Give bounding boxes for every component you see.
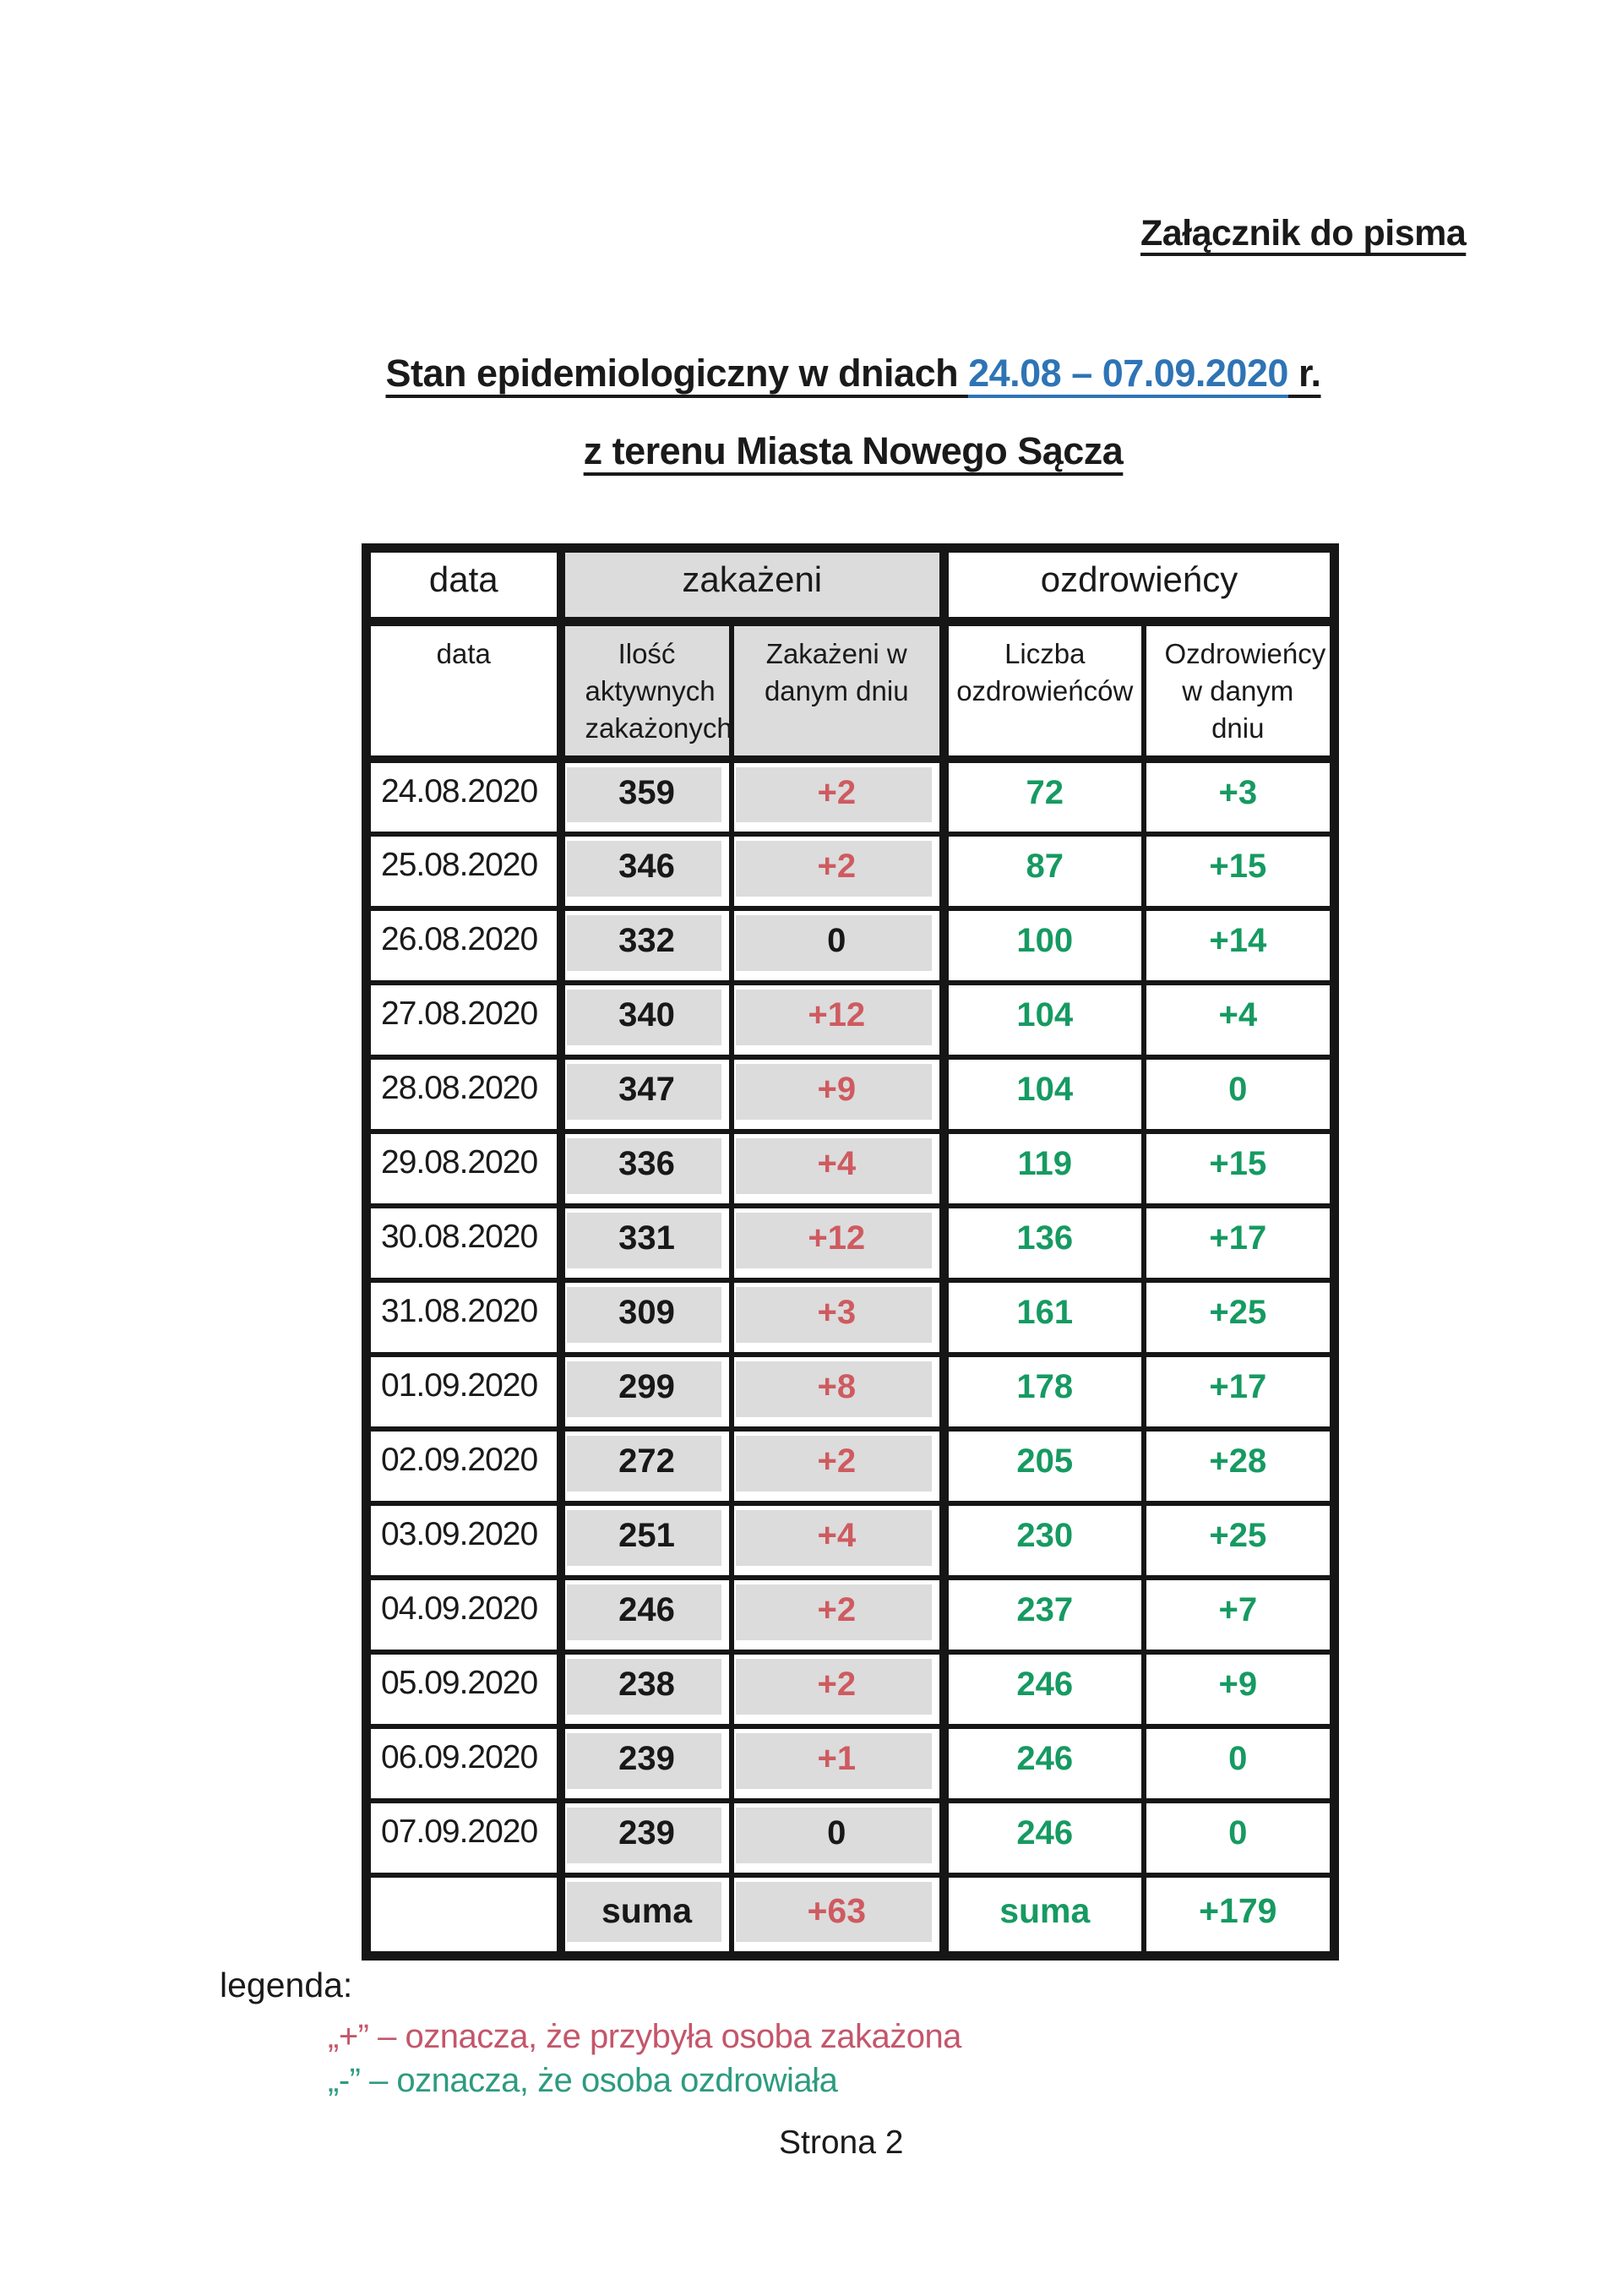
table-row [367,760,1335,834]
active-cases-cell: 347 [561,1057,732,1132]
document-heading [93,352,1614,473]
date-cell: 26.08.2020 [367,908,561,983]
active-cases-cell: 239 [561,1801,732,1875]
recovered-cell: 119 [944,1132,1144,1206]
new-recovered-cell: +17 [1144,1355,1335,1429]
date-cell: 01.09.2020 [367,1355,561,1429]
table-row [367,983,1335,1057]
active-cases-cell: 299 [561,1355,732,1429]
new-cases-cell: +4 [732,1503,944,1578]
heading-date-range: 24.08 – 07.09.2020 [968,352,1288,395]
recovered-cell: 87 [944,834,1144,908]
active-cases-cell: 309 [561,1280,732,1355]
new-recovered-cell: +7 [1144,1578,1335,1652]
recovered-cell: 136 [944,1206,1144,1280]
new-recovered-cell: 0 [1144,1726,1335,1801]
recovered-cell: 237 [944,1578,1144,1652]
table-row [367,1578,1335,1652]
recovered-cell: 100 [944,908,1144,983]
group-header-data: data [367,548,561,622]
date-cell: 25.08.2020 [367,834,561,908]
date-cell: 02.09.2020 [367,1429,561,1503]
heading-suffix: r. [1287,352,1321,395]
new-recovered-cell: +15 [1144,1132,1335,1206]
table-row [367,834,1335,908]
active-cases-cell: 331 [561,1206,732,1280]
heading-prefix: Stan epidemiologiczny w dniach [385,352,969,395]
date-cell: 27.08.2020 [367,983,561,1057]
new-cases-cell: +9 [732,1057,944,1132]
total-recovered-label-cell: suma [944,1875,1144,1956]
active-cases-cell: 246 [561,1578,732,1652]
recovered-cell: 205 [944,1429,1144,1503]
epidemiology-table [362,543,1339,1961]
total-infected-label-cell: suma [561,1875,732,1956]
recovered-cell: 246 [944,1652,1144,1726]
recovered-cell: 161 [944,1280,1144,1355]
table-row [367,1429,1335,1503]
new-recovered-cell: +15 [1144,834,1335,908]
new-cases-cell: +1 [732,1726,944,1801]
recovered-cell: 104 [944,983,1144,1057]
new-cases-cell: +12 [732,1206,944,1280]
active-cases-cell: 238 [561,1652,732,1726]
new-recovered-cell: +3 [1144,760,1335,834]
new-cases-cell: 0 [732,908,944,983]
date-cell: 31.08.2020 [367,1280,561,1355]
recovered-cell: 178 [944,1355,1144,1429]
legend-item-infected: „+” – oznacza, że przybyła osoba zakażona [328,2018,961,2055]
date-cell: 28.08.2020 [367,1057,561,1132]
active-cases-cell: 346 [561,834,732,908]
recovered-cell: 104 [944,1057,1144,1132]
group-header-row [367,548,1335,622]
new-cases-cell: 0 [732,1801,944,1875]
new-cases-cell: +2 [732,1652,944,1726]
new-recovered-cell: 0 [1144,1057,1335,1132]
new-recovered-cell: +25 [1144,1280,1335,1355]
column-header-row [367,622,1335,760]
table-row [367,1355,1335,1429]
new-recovered-cell: +25 [1144,1503,1335,1578]
active-cases-cell: 239 [561,1726,732,1801]
new-cases-cell: +3 [732,1280,944,1355]
active-cases-cell: 332 [561,908,732,983]
date-cell: 07.09.2020 [367,1801,561,1875]
column-header-active-cases: Ilość aktywnych zakażonych [561,622,732,760]
page-number: Strona 2 [779,2124,904,2161]
date-cell: 04.09.2020 [367,1578,561,1652]
total-row [367,1875,1335,1956]
new-recovered-cell: 0 [1144,1801,1335,1875]
total-empty-cell [367,1875,561,1956]
table-row [367,1801,1335,1875]
total-new-recovered-cell: +179 [1144,1875,1335,1956]
group-header-infected: zakażeni [561,548,944,622]
group-header-recovered: ozdrowieńcy [944,548,1335,622]
recovered-cell: 72 [944,760,1144,834]
new-recovered-cell: +28 [1144,1429,1335,1503]
column-header-new-recovered: Ozdrowieńcy w danym dniu [1144,622,1335,760]
date-cell: 30.08.2020 [367,1206,561,1280]
heading-line-2: z terenu Miasta Nowego Sącza [583,429,1124,472]
legend-item-recovered: „-” – oznacza, że osoba ozdrowiała [328,2062,838,2099]
total-new-cases-cell: +63 [732,1875,944,1956]
new-cases-cell: +2 [732,1429,944,1503]
active-cases-cell: 251 [561,1503,732,1578]
date-cell: 05.09.2020 [367,1652,561,1726]
new-recovered-cell: +14 [1144,908,1335,983]
column-header-new-cases: Zakażeni w danym dniu [732,622,944,760]
active-cases-cell: 340 [561,983,732,1057]
new-recovered-cell: +4 [1144,983,1335,1057]
attachment-title: Załącznik do pisma [1140,213,1467,254]
date-cell: 03.09.2020 [367,1503,561,1578]
recovered-cell: 246 [944,1726,1144,1801]
table-row [367,1057,1335,1132]
recovered-cell: 230 [944,1503,1144,1578]
new-recovered-cell: +17 [1144,1206,1335,1280]
new-cases-cell: +4 [732,1132,944,1206]
table-row [367,908,1335,983]
date-cell: 06.09.2020 [367,1726,561,1801]
recovered-cell: 246 [944,1801,1144,1875]
heading-line-1 [93,352,1614,395]
active-cases-cell: 359 [561,760,732,834]
column-header-recovered-total: Liczba ozdrowieńców [944,622,1144,760]
legend-label: legenda: [220,1966,353,2004]
table-row [367,1132,1335,1206]
new-cases-cell: +2 [732,760,944,834]
new-cases-cell: +8 [732,1355,944,1429]
table-row [367,1726,1335,1801]
table-row [367,1206,1335,1280]
date-cell: 29.08.2020 [367,1132,561,1206]
table-body [367,760,1335,1956]
new-cases-cell: +2 [732,834,944,908]
active-cases-cell: 272 [561,1429,732,1503]
new-cases-cell: +12 [732,983,944,1057]
column-header-date: data [367,622,561,760]
new-recovered-cell: +9 [1144,1652,1335,1726]
table-row [367,1652,1335,1726]
table-row [367,1280,1335,1355]
table-row [367,1503,1335,1578]
new-cases-cell: +2 [732,1578,944,1652]
date-cell: 24.08.2020 [367,760,561,834]
table-header [367,548,1335,760]
active-cases-cell: 336 [561,1132,732,1206]
